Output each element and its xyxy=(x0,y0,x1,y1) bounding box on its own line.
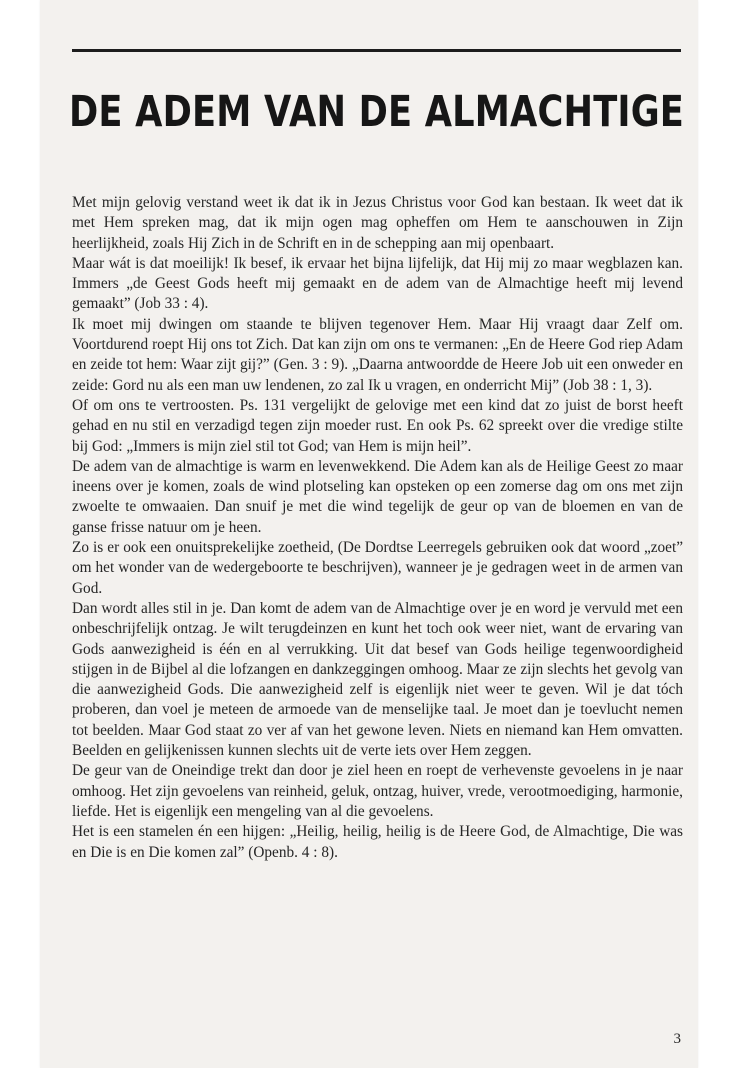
article-body xyxy=(72,193,683,863)
book-page xyxy=(40,0,698,1068)
paragraph: De adem van de almachtige is warm en levenwekkend. Die Adem kan als de Heilige Geest zo maar ineens over je komen, zoals de wind plotseling kan opsteken op een zomerse dag om ons met zijn zwoelte te omwaaien. Dan snuif je met die wind tegelijk de geur op van de bloemen en van de ganse frisse natuur om je heen. xyxy=(72,457,683,536)
paragraph: Of om ons te vertroosten. Ps. 131 vergelijkt de gelovige met een kind dat zo juist de borst heeft gehad en nu stil en verzadigd tegen zijn moeder rust. En ook Ps. 62 spreekt over die vredige stilte bij God: „Immers is mijn ziel stil tot God; van Hem is mijn heil”. xyxy=(72,396,683,455)
paragraph: Dan wordt alles stil in je. Dan komt de adem van de Almachtige over je en word je vervuld met een onbeschrijfelijk ontzag. Je wilt terugdeinzen en kunt het toch ook weer niet, want de ervaring van Gods aanwezigheid is één en al verrukking. Uit dat besef van Gods heilige tegenwoordigheid stijgen in de Bijbel al die lofzangen en dankzeggingen omhoog. Maar ze zijn slechts het gevolg van die aanwezigheid Gods. Die aanwezigheid zelf is eigenlijk niet weer te geven. Wil je dat tóch proberen, dan voel je meteen de armoede van de menselijke taal. Je moet dan je toevlucht nemen tot beelden. Maar God staat zo ver af van het gewone leven. Niets en niemand kan Hem omvatten. Beelden en gelijkenissen kunnen slechts uit de verte iets over Hem zeggen. xyxy=(72,599,683,760)
page-title: DE ADEM VAN DE ALMACHTIGE xyxy=(69,87,685,137)
top-rule xyxy=(72,49,681,52)
paragraph: Met mijn gelovig verstand weet ik dat ik in Jezus Christus voor God kan bestaan. Ik weet dat ik met Hem spreken mag, dat ik mijn ogen mag opheffen om Hem te aanschouwen in Zijn heerlijkheid, zoals Hij Zich in de Schrift en in de schepping aan mij openbaart. xyxy=(72,194,683,252)
paragraph: Zo is er ook een onuitsprekelijke zoetheid, (De Dordtse Leerregels gebruiken ook dat woord „zoet” om het wonder van de wedergeboorte te beschrijven), wanneer je je gedragen weet in de armen van God. xyxy=(72,539,683,597)
paragraph: De geur van de Oneindige trekt dan door je ziel heen en roept de verhevenste gevoelens in je naar omhoog. Het zijn gevoelens van reinheid, geluk, ontzag, huiver, vrede, verootmoediging, harmonie, liefde. Het is eigenlijk een mengeling van al die gevoelens. xyxy=(72,762,683,820)
paragraph: Maar wát is dat moeilijk! Ik besef, ik ervaar het bijna lijfelijk, dat Hij mij zo maar wegblazen kan. Immers „de Geest Gods heeft mij gemaakt en de adem van de Almachtige heeft mij levend gemaakt” (Job 33 : 4). xyxy=(72,254,683,313)
paragraph: Ik moet mij dwingen om staande te blijven tegenover Hem. Maar Hij vraagt daar Zelf om. Voortdurend roept Hij ons tot Zich. Dat kan zijn om ons te vermanen: „En de Heere God riep Adam en zeide tot hem: Waar zijt gij?” (Gen. 3 : 9). „Daarna antwoordde de Heere Job uit een onweder en zeide: Gord nu als een man uw lendenen, zo zal Ik u vragen, en onderricht Mij” (Job 38 : 1, 3). xyxy=(72,315,683,394)
paragraph: Het is een stamelen én een hijgen: „Heilig, heilig, heilig is de Heere God, de Almachtige, Die was en Die is en Die komen zal” (Openb. 4 : 8). xyxy=(72,823,683,861)
page-number: 3 xyxy=(673,1031,681,1047)
